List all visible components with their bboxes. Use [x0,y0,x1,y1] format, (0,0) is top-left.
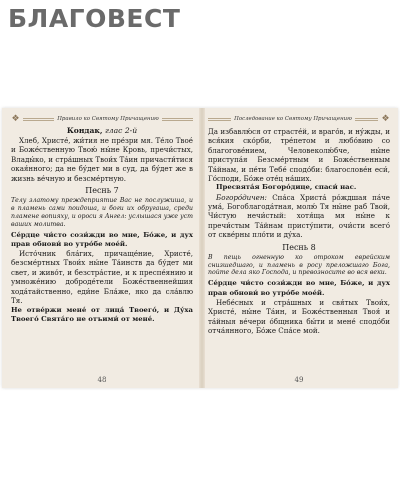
running-header-left [11,114,193,124]
kontak-tone: глас 2-й [104,126,138,135]
header-rule [355,118,378,121]
running-title: Последование ко Святому Причащению [234,116,352,122]
prayer-text: Хлеб, Христе́, жи́тия не пре́зри мя. Те́ло Твое́ и Боже́ственную Твою́ ны́не Кровь, пречи́стых, Влады́ко, и стра́шных Твои́х Та́ин причасти́тися окая́нного; да не бу́дет ми в суд, да бу́дет же в жизнь ве́чную и безсме́ртную. [11,136,193,183]
kontak-label: Кондак, [66,126,103,135]
theotokion-label: Богоро́дичен: [216,192,267,202]
prayer-text: Да избавлю́ся от страсте́й, и враго́в, и ну́жды, и вся́кия ско́рби, тре́петом и любо́вию со благогове́нием, Человеколю́бче, ны́не приступа́я Безсме́ртным и Боже́ственным Та́йнам, и пе́ти Тебе́ сподо́би: благослове́н еси́, Го́споди, Бо́же оте́ц на́ших. [208,127,390,184]
page-number: 49 [294,376,304,384]
theotokion-refrain: Пресвята́я Богоро́дице, спаси́ нас. [216,183,357,192]
prayer-text: Небе́сных и стра́шных и свя́тых Твои́х, Христе́, ны́не Та́ин, и Боже́ственныя Твоя́ и та́йныя ве́чери о́бщника бы́ти и мене́ сподо́би отча́янного, Бо́же Спа́се мой. [208,297,390,336]
theotokion-body: Спа́са Христа́ ро́ждшая па́че ума́, Богоблагода́тная, молю́ Тя ны́не раб Твой, Чи́стую нечи́стый: хотя́ща мя ны́не к пречи́стым Та́йнам присту́пити, очи́сти всего́ от скве́рны пло́ти и ду́ха. [208,192,390,240]
ornament-icon: ❖ [381,113,390,124]
refrain-text: Не отве́ржи мене́ от лица́ Твоего́, и Ду́ха Твоего́ Свята́го не отъими́ от мене́. [11,305,193,323]
irmos-text: Телу златому преждеприятие Вас не послужиша, и в пламень сами поидоша, и боги их обругаша, среди пламене вопияху, и ороси я Ангел: услышася уже уст ваших молитва. [11,197,193,228]
running-header-right [208,114,390,124]
song-heading: Песнь 8 [282,242,316,252]
running-title: Правило ко Святому Причащению [57,116,159,122]
right-page [208,114,390,382]
page-number: 48 [97,376,107,384]
refrain-text: Се́рдце чи́сто сози́жди во мне, Бо́же, и дух прав обнови́ во утро́бе мое́й. [208,279,390,297]
prayer-text: Исто́чник бла́гих, причаще́ние, Христе́, безсме́ртных Твои́х ны́не Та́инств да бу́дет ми свет, и живо́т, и безстра́стие, и к преспе́янию и умноже́нию доброде́тели Боже́ственнейшия хода́тайственно, еди́не Бла́же, яко да сла́влю Тя. [11,249,193,306]
header-rule [23,118,54,121]
song-heading: Песнь 7 [85,186,119,196]
refrain-text: Се́рдце чи́сто сози́жди во мне, Бо́же, и дух прав обнови́ во утро́бе мое́й. [11,230,193,248]
header-rule [208,118,231,121]
kontak-heading [11,126,193,136]
theotokion-text [208,193,390,240]
irmos-text: В пещь огненную ко отроком еврейским снизшедшаго, и пламень в росу преложшаго Бога, пойте дела яко Господа, и превозносите во вся веки. [208,253,390,277]
header-rule [162,118,193,121]
left-page [11,114,193,382]
brand-logo: БЛАГОВЕСТ [8,4,181,33]
ornament-icon: ❖ [11,113,20,124]
open-book [2,108,398,388]
book-spine [199,108,205,388]
